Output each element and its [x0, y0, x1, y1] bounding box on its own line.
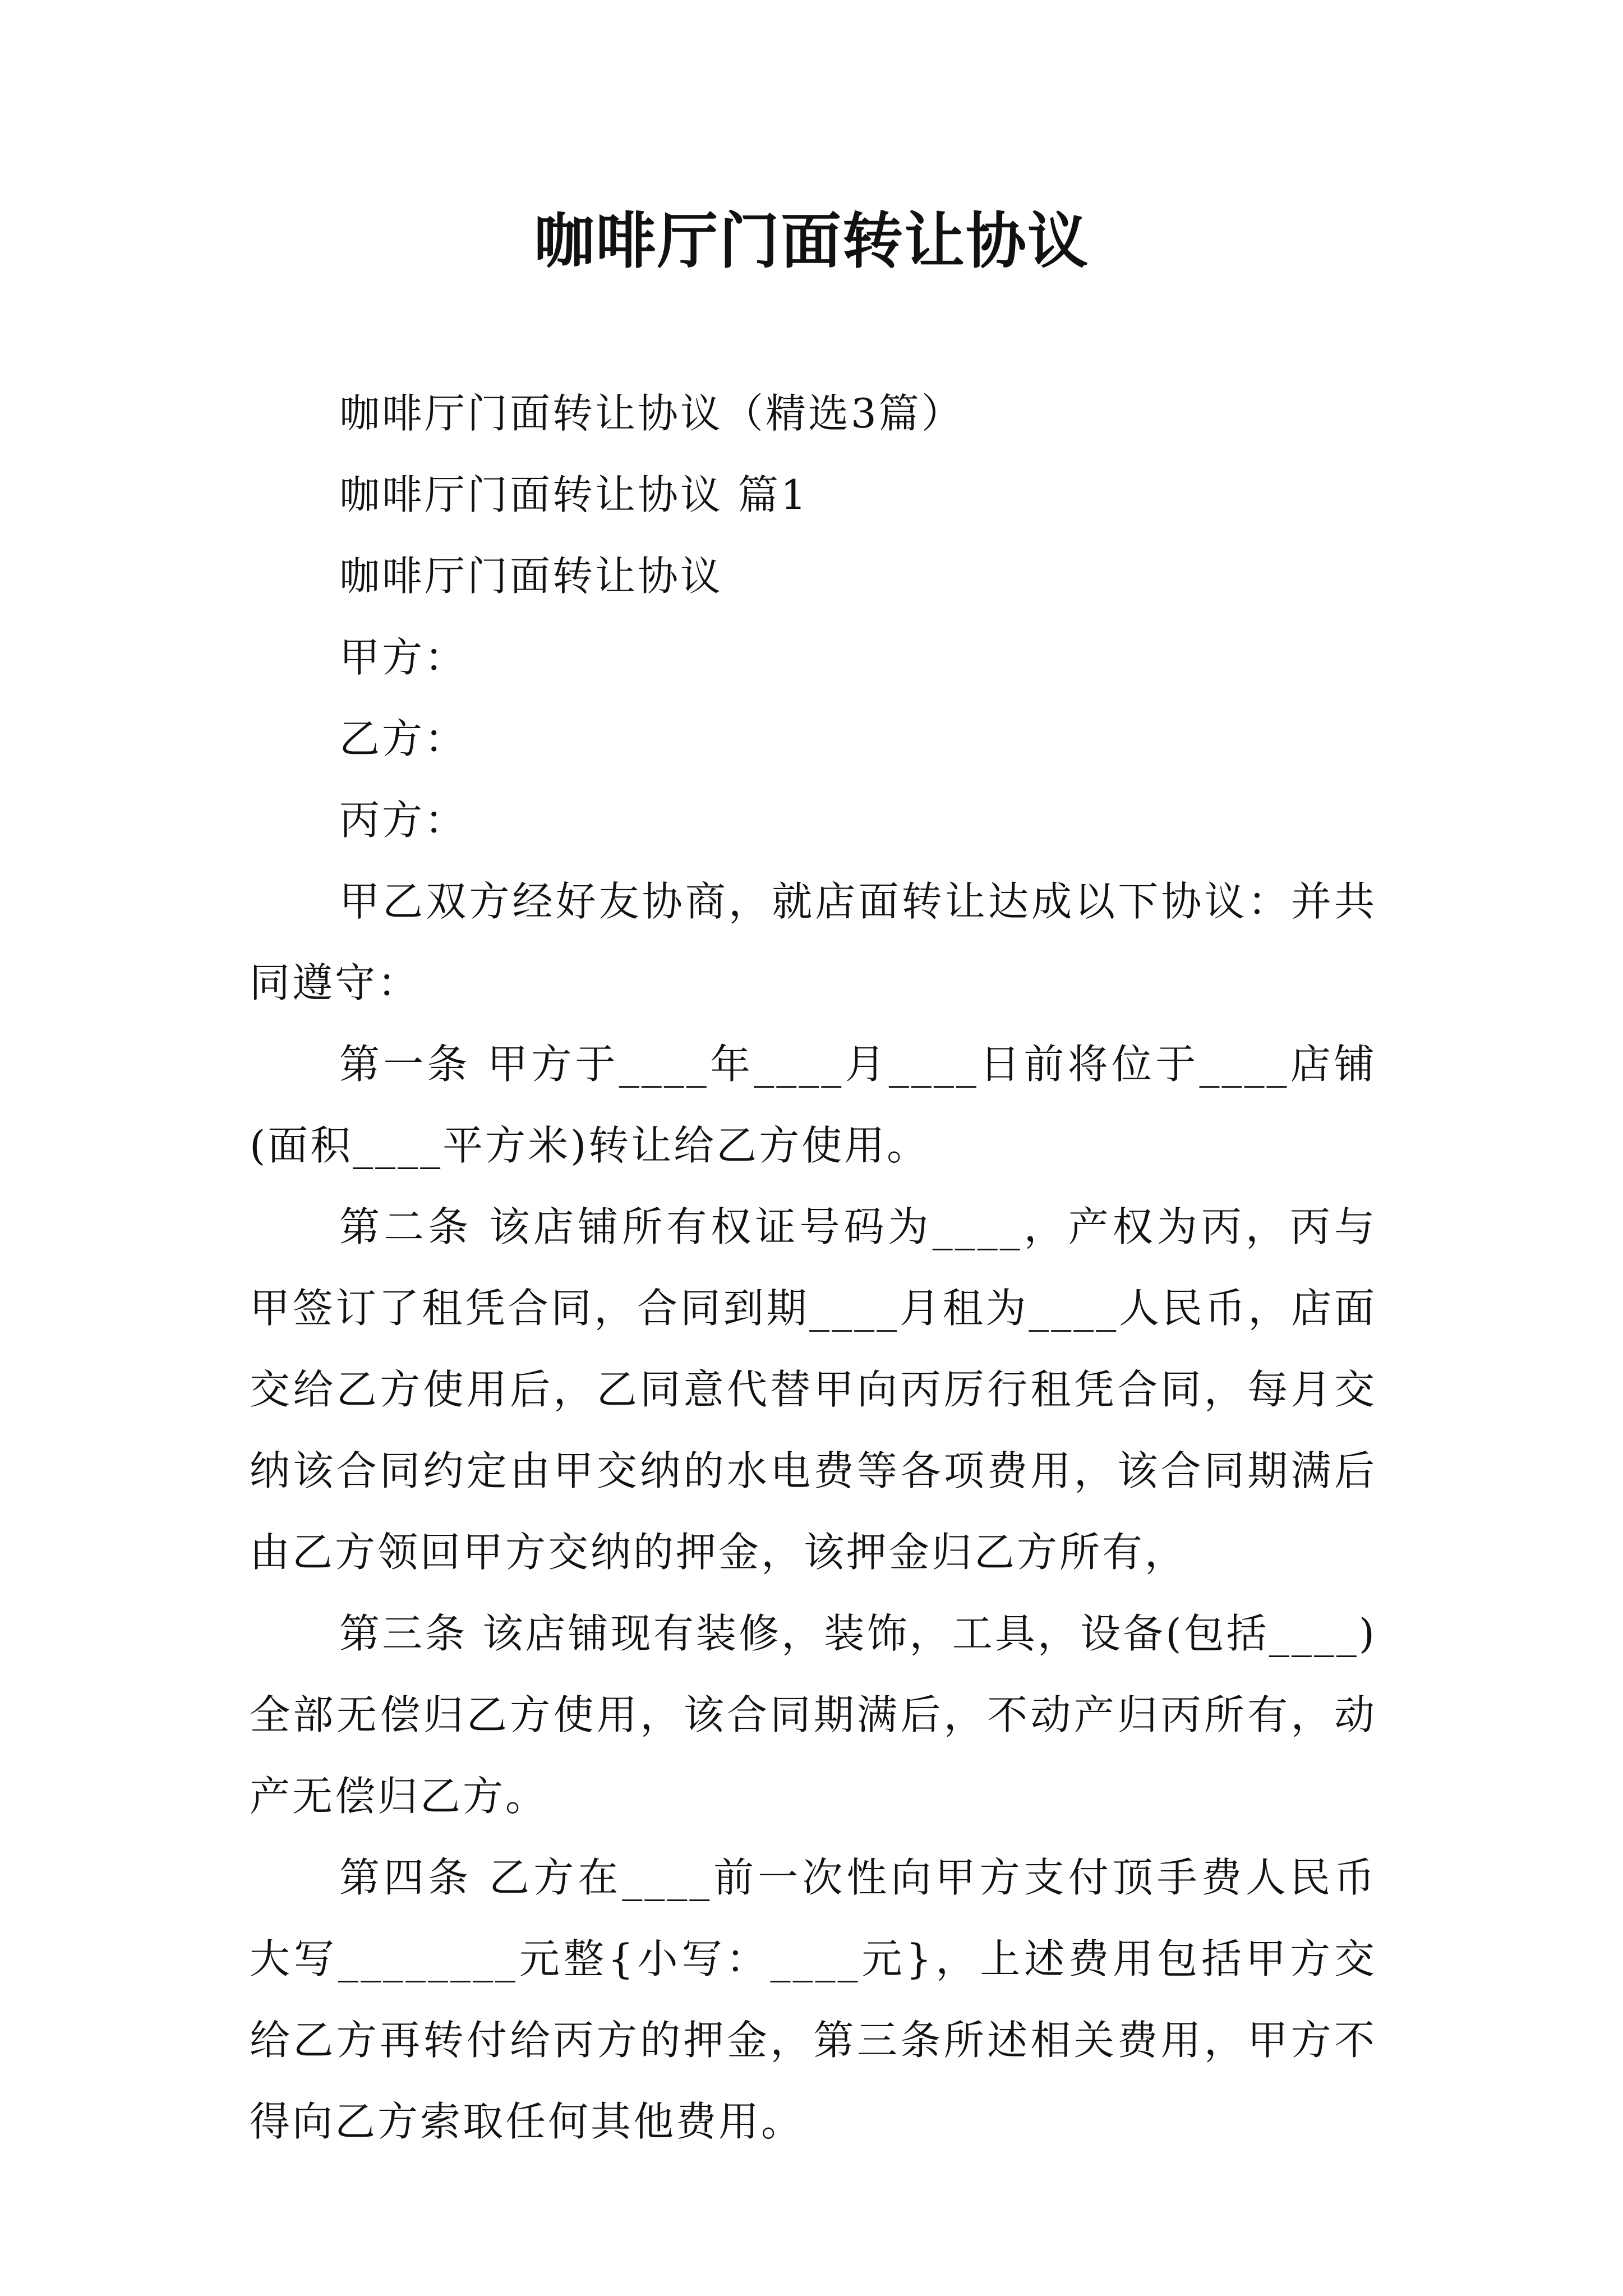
article-3-paragraph: 第三条 该店铺现有装修，装饰，工具，设备(包括____)全部无偿归乙方使用，该合同期满后，不动产归丙所有，动产无偿归乙方。: [250, 1610, 1377, 1820]
agreement-name: 咖啡厅门面转让协议: [339, 553, 723, 600]
document-title: 咖啡厅门面转让协议: [533, 206, 1089, 277]
section-heading: 咖啡厅门面转让协议 篇1: [339, 471, 809, 518]
party-a-line: 甲方：: [339, 634, 468, 681]
article-4-paragraph: 第四条 乙方在____前一次性向甲方支付顶手费人民币大写________元整{小写：____元}，上述费用包括甲方交给乙方再转付给丙方的押金，第三条所述相关费用，甲方不得向乙方索取任何其他费用。: [250, 1854, 1377, 2145]
party-b-line: 乙方：: [339, 715, 468, 762]
article-1-paragraph: 第一条 甲方于____年____月____日前将位于____店铺(面积____平方米)转让给乙方使用。: [250, 1041, 1377, 1169]
party-c-line: 丙方：: [339, 797, 468, 844]
subtitle-selected: 咖啡厅门面转让协议（精选3篇）: [339, 390, 964, 437]
article-2-paragraph: 第二条 该店铺所有权证号码为____，产权为丙，丙与甲签订了租凭合同，合同到期____月租为____人民币，店面交给乙方使用后，乙同意代替甲向丙厉行租凭合同，每月交纳该合同约定由甲交纳的水电费等各项费用，该合同期满后由乙方领回甲方交纳的押金，该押金归乙方所有，: [250, 1203, 1377, 1576]
document-body: [250, 373, 1377, 2162]
preamble-paragraph: 甲乙双方经好友协商，就店面转让达成以下协议：并共同遵守：: [250, 878, 1377, 1006]
